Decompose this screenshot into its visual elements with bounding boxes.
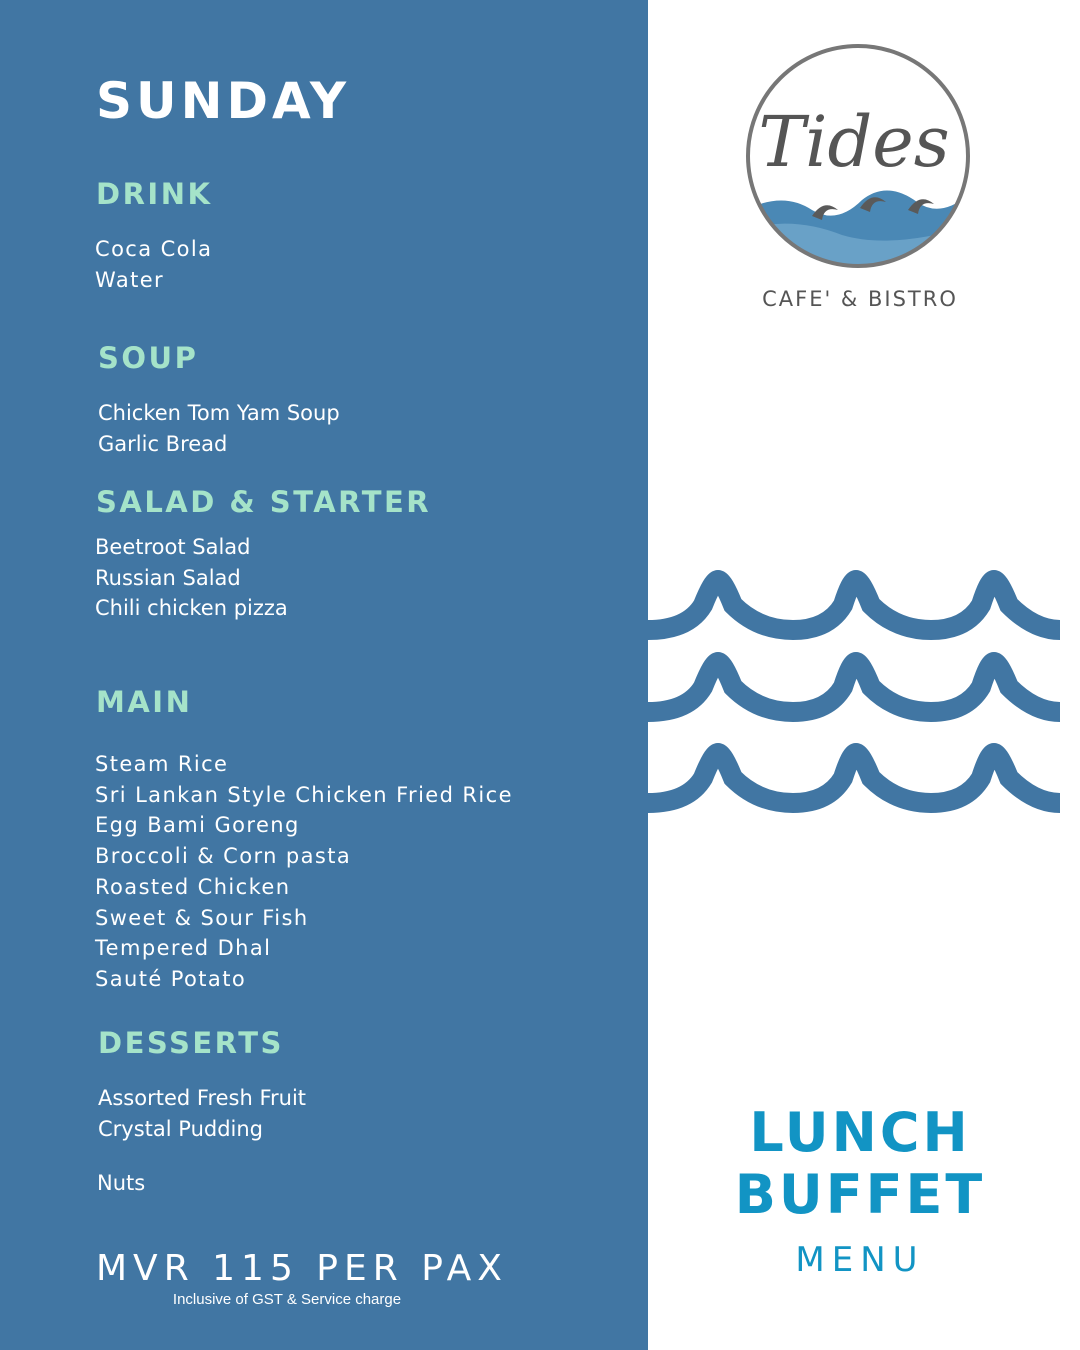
title-line-2: BUFFET [734,1163,986,1226]
lunch-buffet-title [700,1102,1020,1226]
title-line-1: LUNCH [749,1101,971,1164]
price-note: Inclusive of GST & Service charge [172,1291,402,1308]
wave-decoration [648,560,1060,834]
menu-item: Egg Bami Goreng [95,813,300,838]
menu-item: Russian Salad [95,565,241,590]
logo-tagline: CAFE' & BISTRO [762,287,958,311]
menu-item: Roasted Chicken [95,874,291,899]
menu-item: Chicken Tom Yam Soup [98,401,340,425]
menu-item-nuts: Nuts [97,1171,146,1195]
menu-item: Coca Cola [95,237,213,261]
section-heading-soup: SOUP [98,341,199,375]
menu-item: Chili chicken pizza [95,596,288,621]
menu-item: Water [95,267,165,292]
section-heading-main: MAIN [96,685,193,719]
menu-item: Steam Rice [95,752,229,776]
menu-item: Sauté Potato [95,966,247,991]
logo-text: Tides [758,101,950,183]
section-heading-salad: SALAD & STARTER [96,485,432,519]
menu-item: Garlic Bread [98,431,228,456]
tides-logo [742,40,974,276]
salad-list [95,532,288,624]
menu-item: Tempered Dhal [95,936,272,961]
day-title: SUNDAY [96,72,351,130]
price-label: MVR 115 PER PAX [96,1248,508,1289]
menu-item: Broccoli & Corn pasta [95,844,352,869]
drink-list [95,234,212,295]
menu-item: Crystal Pudding [98,1116,264,1141]
section-heading-desserts: DESSERTS [98,1026,284,1060]
desserts-list [98,1083,306,1144]
menu-item: Sweet & Sour Fish [95,905,309,930]
menu-item: Beetroot Salad [95,535,251,559]
wave-icon [648,580,1060,803]
menu-subtitle: MENU [795,1240,925,1280]
menu-item: Assorted Fresh Fruit [98,1086,307,1110]
main-list [95,749,513,995]
menu-item: Sri Lankan Style Chicken Fried Rice [95,782,513,807]
section-heading-drink: DRINK [96,177,213,211]
soup-list [98,398,340,459]
